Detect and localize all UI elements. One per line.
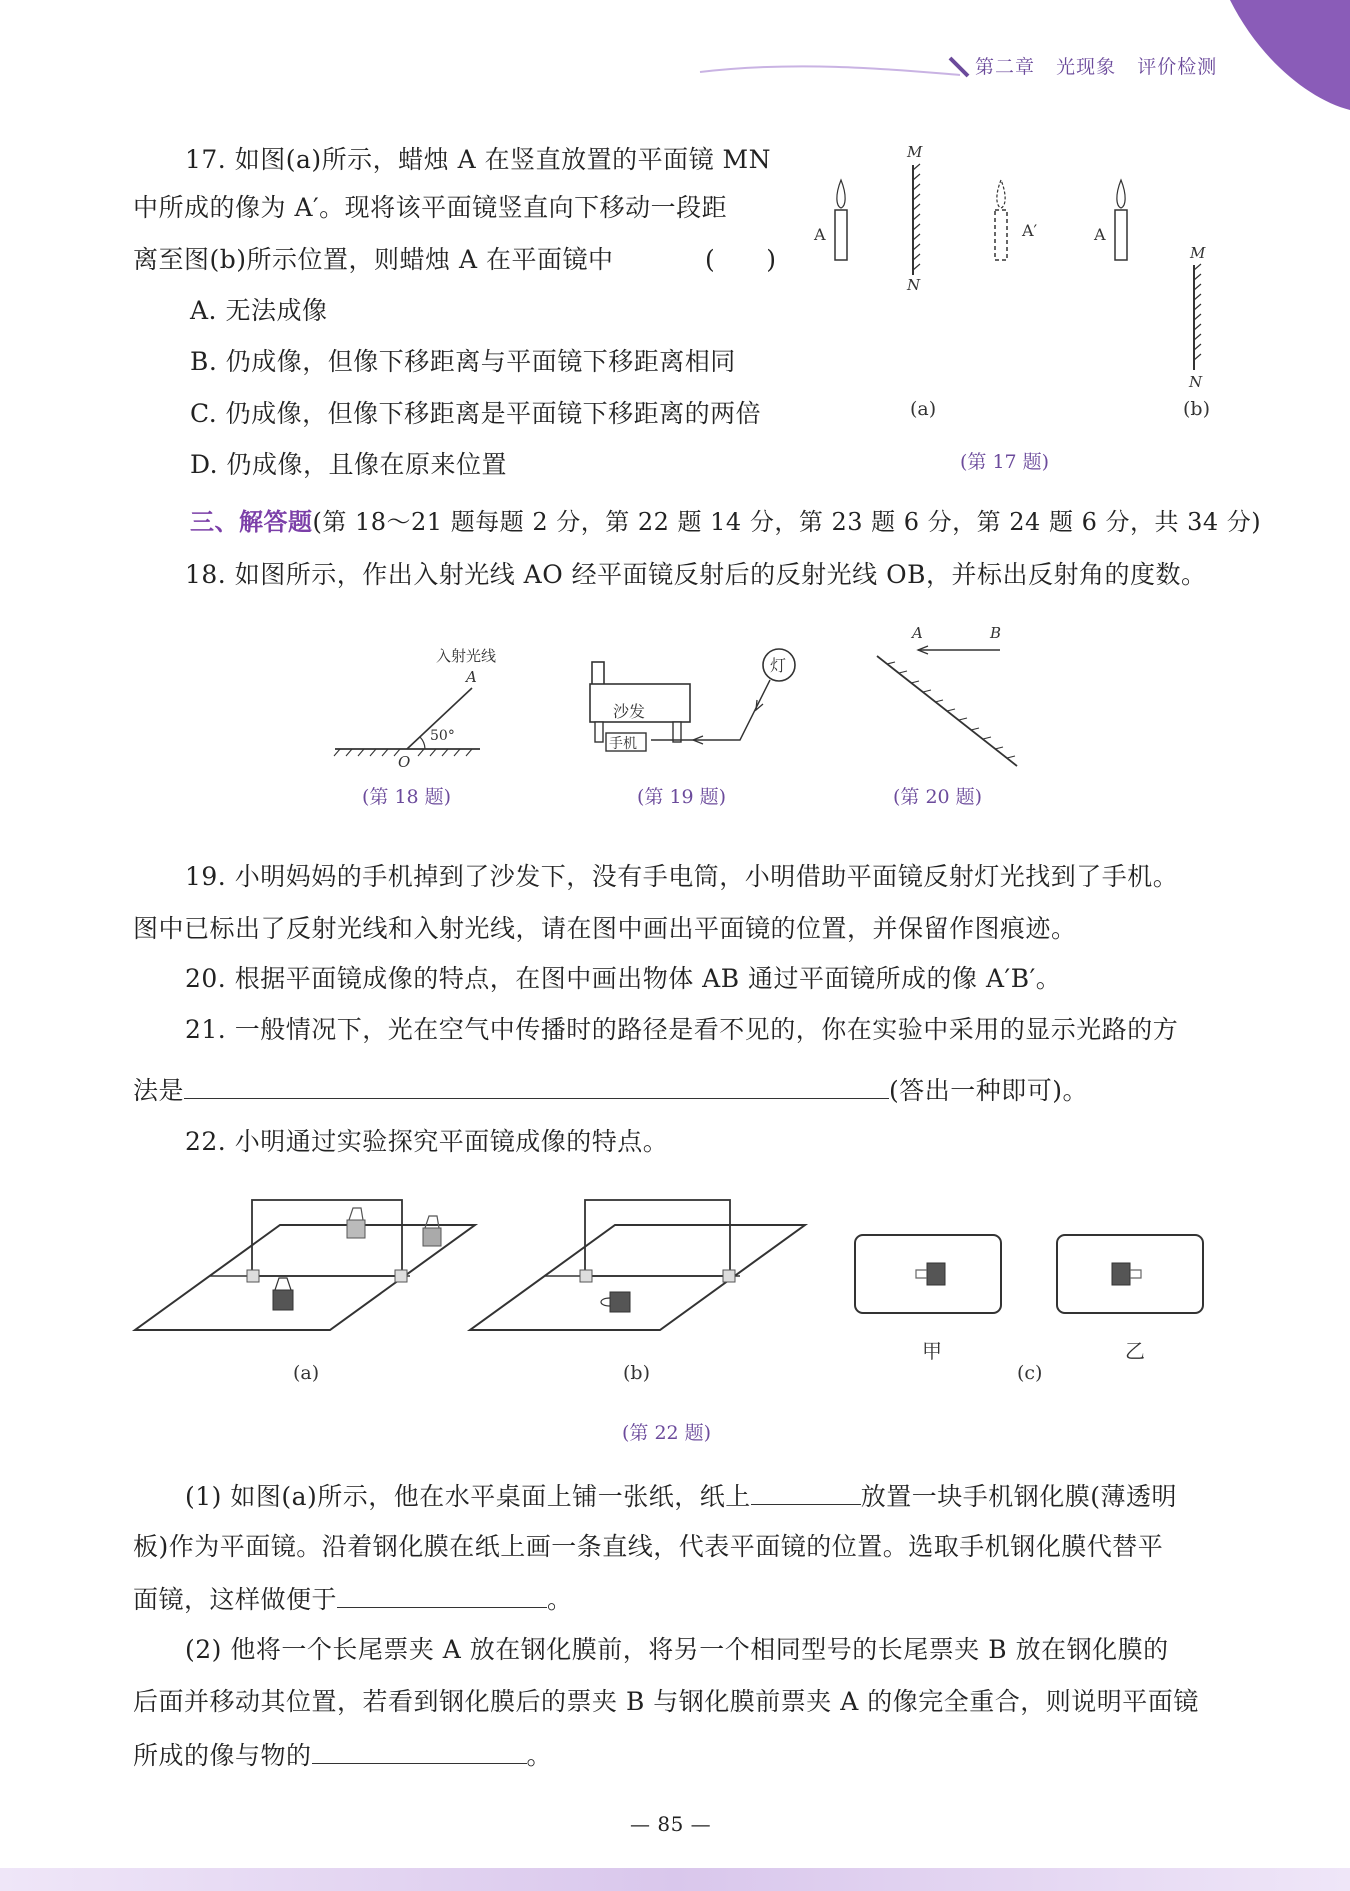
header-purple-corner bbox=[1230, 0, 1350, 110]
q17-flame-b bbox=[1117, 180, 1125, 208]
section3-heading bbox=[190, 505, 1261, 539]
q21-line2-post: (答出一种即可)。 bbox=[889, 1076, 1089, 1105]
q18-figure bbox=[330, 640, 530, 770]
q17-option-b: B. 仍成像，但像下移距离与平面镜下移距离相同 bbox=[190, 347, 736, 376]
q17-label-M-a: M bbox=[907, 143, 923, 161]
q20-label-B: B bbox=[990, 624, 1002, 642]
q20-label-A: A bbox=[912, 624, 923, 642]
q17-candle-b bbox=[1115, 210, 1127, 260]
q20-caption: (第 20 题) bbox=[893, 786, 983, 808]
q19-line2: 图中已标出了反射光线和入射光线，请在图中画出平面镜的位置，并保留作图痕迹。 bbox=[133, 914, 1077, 943]
q22-sub-b: (b) bbox=[623, 1362, 650, 1384]
q17-sub-b: (b) bbox=[1183, 398, 1210, 420]
q22a-clip-A bbox=[273, 1290, 293, 1310]
q18-caption: (第 18 题) bbox=[362, 786, 452, 808]
q22b-clip bbox=[610, 1292, 630, 1312]
q22-p1-line1 bbox=[185, 1478, 1177, 1514]
q18-text: 18. 如图所示，作出入射光线 AO 经平面镜反射后的反射光线 OB，并标出反射角的度数。 bbox=[185, 560, 1207, 589]
pencil-icon bbox=[950, 58, 968, 76]
q17-candle-a bbox=[835, 210, 847, 260]
q22-p1-line1-pre: (1) 如图(a)所示，他在水平桌面上铺一张纸，纸上 bbox=[185, 1482, 751, 1511]
q22-p2-blank[interactable] bbox=[312, 1737, 527, 1764]
q21-line1: 21. 一般情况下，光在空气中传播时的路径是看不见的，你在实验中采用的显示光路的方 bbox=[185, 1015, 1179, 1044]
q22a-clip-B-handle bbox=[349, 1208, 363, 1220]
footer-band bbox=[0, 1868, 1350, 1891]
q22-p1-line1-post: 放置一块手机钢化膜(薄透明 bbox=[860, 1482, 1178, 1511]
q22-p1-line3 bbox=[133, 1581, 573, 1617]
q21-line2-pre: 法是 bbox=[133, 1076, 185, 1105]
q17-option-c: C. 仍成像，但像下移距离是平面镜下移距离的两倍 bbox=[190, 399, 762, 428]
q19-sofa-leg-right bbox=[673, 722, 681, 742]
q22b-holder-left bbox=[580, 1270, 592, 1282]
q22-p2-line3 bbox=[133, 1737, 552, 1773]
q22-p2-line1: (2) 他将一个长尾票夹 A 放在钢化膜前，将另一个相同型号的长尾票夹 B 放在钢化膜的 bbox=[185, 1635, 1169, 1664]
header-swoosh bbox=[700, 66, 960, 75]
q17-sub-a: (a) bbox=[910, 398, 937, 420]
q18-label-A: A bbox=[466, 668, 477, 686]
q17-mirror-a-hatch bbox=[913, 164, 920, 270]
q20-figure bbox=[870, 620, 1030, 770]
q19-line1: 19. 小明妈妈的手机掉到了沙发下，没有手电筒，小明借助平面镜反射灯光找到了手机。 bbox=[185, 862, 1179, 891]
q17-line3: 离至图(b)所示位置，则蜡烛 A 在平面镜中 bbox=[133, 245, 614, 274]
q22a-clip-B bbox=[347, 1220, 365, 1238]
q22-p1-blank2[interactable] bbox=[337, 1581, 547, 1608]
q21-line2 bbox=[133, 1072, 1088, 1108]
q17-label-M-b: M bbox=[1190, 244, 1206, 262]
page-number: — 85 — bbox=[630, 1812, 712, 1836]
section3-title: 三、解答题 bbox=[190, 508, 313, 536]
q17-label-N-a: N bbox=[907, 276, 921, 294]
q17-mirror-b-hatch bbox=[1194, 264, 1201, 360]
q22-intro: 22. 小明通过实验探究平面镜成像的特点。 bbox=[185, 1127, 669, 1156]
q22-figure-b bbox=[470, 1190, 810, 1370]
q22-p2-line3-post: 。 bbox=[526, 1741, 553, 1770]
q22-p2-line2: 后面并移动其位置，若看到钢化膜后的票夹 B 与钢化膜前票夹 A 的像完全重合，则说明平面镜 bbox=[133, 1687, 1199, 1716]
q22b-holder-right bbox=[723, 1270, 735, 1282]
q17-line2: 中所成的像为 A′。现将该平面镜竖直向下移动一段距 bbox=[133, 193, 728, 222]
q19-sofa-label: 沙发 bbox=[613, 702, 646, 721]
q22a-holder-right bbox=[395, 1270, 407, 1282]
q17-figure bbox=[800, 140, 1220, 400]
q18-angle-label: 50° bbox=[430, 728, 455, 744]
q17-flame-a bbox=[837, 180, 845, 208]
q19-sofa-leg-left bbox=[595, 722, 603, 742]
q19-lamp-label: 灯 bbox=[770, 656, 787, 675]
q17-image-flame bbox=[997, 180, 1005, 208]
q22-figure-c bbox=[850, 1230, 1220, 1330]
q22-p1-blank1[interactable] bbox=[751, 1478, 861, 1505]
q22b-clip-handle bbox=[601, 1298, 610, 1306]
q22-p1-line3-post: 。 bbox=[547, 1585, 573, 1614]
q22-p2-line3-pre: 所成的像与物的 bbox=[133, 1741, 312, 1770]
q17-caption: (第 17 题) bbox=[960, 451, 1050, 473]
q20-text: 20. 根据平面镜成像的特点，在图中画出物体 AB 通过平面镜所成的像 A′B′。 bbox=[185, 964, 1062, 993]
q22a-glass-frame bbox=[252, 1200, 402, 1276]
q17-image-candle bbox=[995, 210, 1007, 260]
header-chapter: 第二章 bbox=[975, 56, 1036, 78]
q22b-paper bbox=[470, 1225, 805, 1330]
q22a-clip-extra-handle bbox=[425, 1216, 439, 1228]
q22-p1-line2: 板)作为平面镜。沿着钢化膜在纸上画一条直线，代表平面镜的位置。选取手机钢化膜代替平 bbox=[133, 1532, 1164, 1561]
q22a-clip-A-handle bbox=[275, 1278, 291, 1290]
q17-label-A-prime: A′ bbox=[1022, 221, 1038, 240]
q22-label-yi: 乙 bbox=[1125, 1339, 1145, 1363]
q22-sub-a: (a) bbox=[293, 1362, 320, 1384]
section3-note: (第 18～21 题每题 2 分，第 22 题 14 分，第 23 题 6 分，第 24 题 6 分，共 34 分) bbox=[312, 508, 1262, 536]
q22a-holder-left bbox=[247, 1270, 259, 1282]
q20-mirror-hatch bbox=[887, 662, 1015, 758]
q22-label-jia: 甲 bbox=[922, 1339, 942, 1363]
q17-label-N-b: N bbox=[1189, 373, 1203, 391]
q17-label-A-b: A bbox=[1094, 225, 1106, 244]
q18-label-incident: 入射光线 bbox=[436, 647, 497, 665]
header-topic: 光现象 bbox=[1056, 56, 1117, 78]
header-title bbox=[975, 52, 1217, 79]
q19-figure bbox=[585, 640, 815, 770]
q22-figure-a bbox=[135, 1190, 475, 1370]
q21-answer-blank[interactable] bbox=[184, 1072, 889, 1099]
q17-label-A-a: A bbox=[814, 225, 826, 244]
header-section: 评价检测 bbox=[1137, 56, 1218, 78]
q18-angle-arc bbox=[420, 737, 425, 749]
q22-caption: (第 22 题) bbox=[622, 1422, 712, 1444]
q22c-clip-jia bbox=[927, 1263, 945, 1285]
q22b-glass-frame bbox=[585, 1200, 730, 1276]
q17-option-a: A. 无法成像 bbox=[190, 296, 328, 325]
q18-label-O: O bbox=[398, 753, 411, 771]
q17-line1: 17. 如图(a)所示，蜡烛 A 在竖直放置的平面镜 MN bbox=[185, 145, 771, 174]
q17-option-d: D. 仍成像，且像在原来位置 bbox=[190, 450, 508, 479]
q19-caption: (第 19 题) bbox=[637, 786, 727, 808]
q22c-clip-yi bbox=[1112, 1263, 1130, 1285]
q22-sub-c: (c) bbox=[1017, 1362, 1043, 1384]
q19-phone-label: 手机 bbox=[609, 736, 637, 752]
q22a-clip-extra bbox=[423, 1228, 441, 1246]
q22-p1-line3-pre: 面镜，这样做便于 bbox=[133, 1585, 338, 1614]
q17-answer-paren: ( ) bbox=[705, 245, 777, 274]
